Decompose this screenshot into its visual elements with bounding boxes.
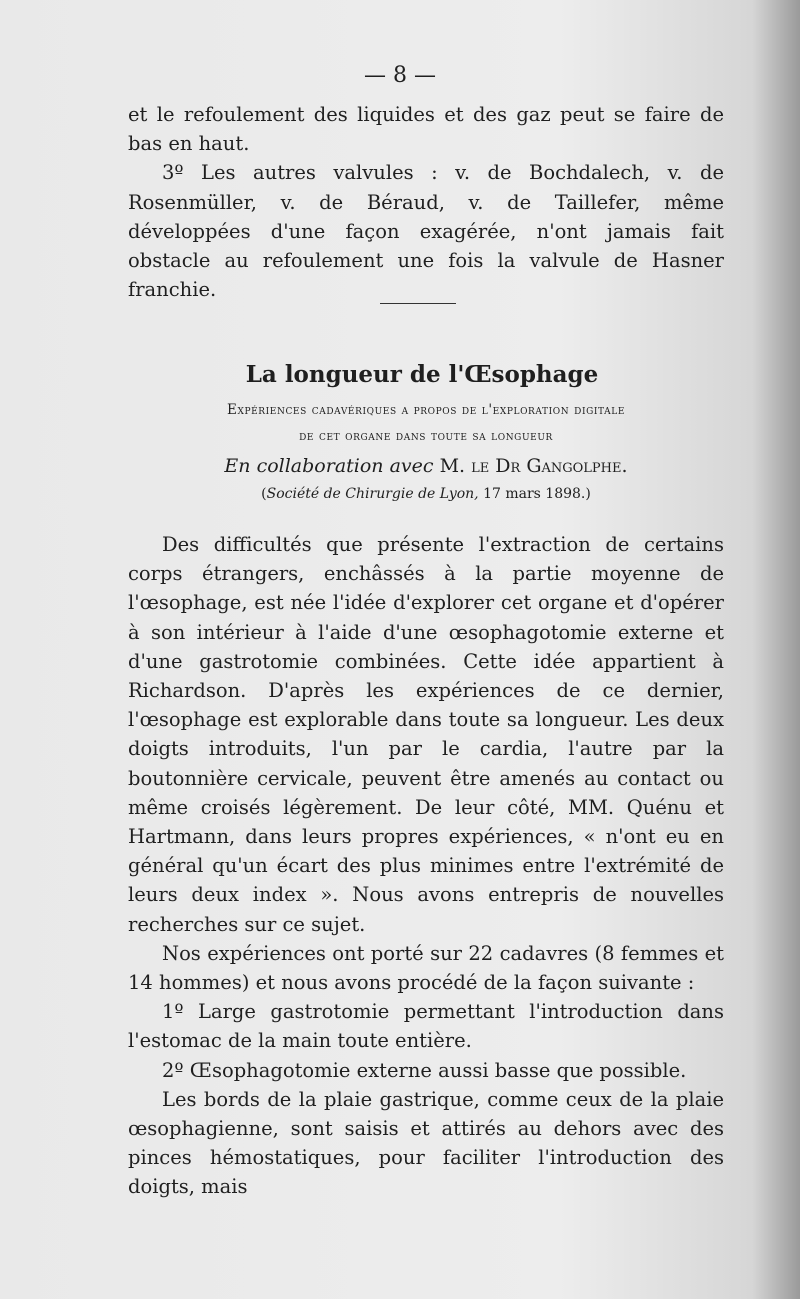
- body-text-block: [128, 530, 724, 1202]
- top-text-block: [128, 100, 724, 304]
- paragraph-continuation: et le refoulement des liquides et des gaz peut se faire de bas en haut.: [128, 103, 724, 156]
- article-title: La longueur de l'Œsophage: [245, 361, 599, 388]
- paragraph-intro: Des difficultés que présente l'extraction de certains corps étrangers, enchâssés à la partie moyenne de l'œsophage, est née l'idée d'explorer cet organe et d'opérer à son intérieur à l'aide d'une œsophagotomie externe et d'une gastrotomie combinées. Cette idée appartient à Richardson. D'après les expériences de ce dernier, l'œsophage est explorable dans toute sa longueur. Les deux doigts introduits, l'un par le cardia, l'autre par la boutonnière cervicale, peuvent être amenés au contact ou même croisés légèrement. De leur côté, MM. Quénu et Hartmann, dans leurs propres expériences, « n'ont eu en général qu'un écart des plus minimes entre l'extrémité de leurs deux index ». Nous avons entrepris de nouvelles recherches sur ce sujet.: [128, 533, 724, 936]
- society-date: 17 mars 1898.: [483, 486, 586, 502]
- article-subtitle-line2: de cet organe dans toute sa longueur: [299, 428, 553, 444]
- collaboration-line: [128, 455, 724, 477]
- society-citation: (Société de Chirurgie de Lyon, 17 mars 1898.): [261, 486, 591, 502]
- collaborator-name: M. le Dr Gangolphe.: [439, 455, 628, 477]
- paragraph-valvules: 3º Les autres valvules : v. de Bochdalech, v. de Rosenmüller, v. de Béraud, v. de Taillefer, même développées d'une façon exagérée, n'ont jamais fait obstacle au refoulement une fois la valvule de Hasner franchie.: [128, 161, 724, 302]
- paragraph-step-1: 1º Large gastrotomie permettant l'introduction dans l'estomac de la main toute entière.: [128, 1000, 724, 1053]
- paragraph-wound-edges: Les bords de la plaie gastrique, comme ceux de la plaie œsophagienne, sont saisis et attirés au dehors avec des pinces hémostatiques, pour faciliter l'introduction des doigts, mais: [128, 1087, 724, 1199]
- society-name: Société de Chirurgie de Lyon,: [266, 486, 479, 502]
- collaboration-prefix: En collaboration avec: [224, 455, 434, 477]
- section-divider: [380, 303, 456, 304]
- paragraph-experiments: Nos expériences ont porté sur 22 cadavres (8 femmes et 14 hommes) et nous avons procédé de la façon suivante :: [128, 941, 724, 995]
- page-number: — 8 —: [364, 63, 436, 88]
- paragraph-step-2: 2º Œsophagotomie externe aussi basse que possible.: [162, 1058, 687, 1082]
- article-subtitle-line1: Expériences cadavériques a propos de l'exploration digitale: [226, 402, 626, 418]
